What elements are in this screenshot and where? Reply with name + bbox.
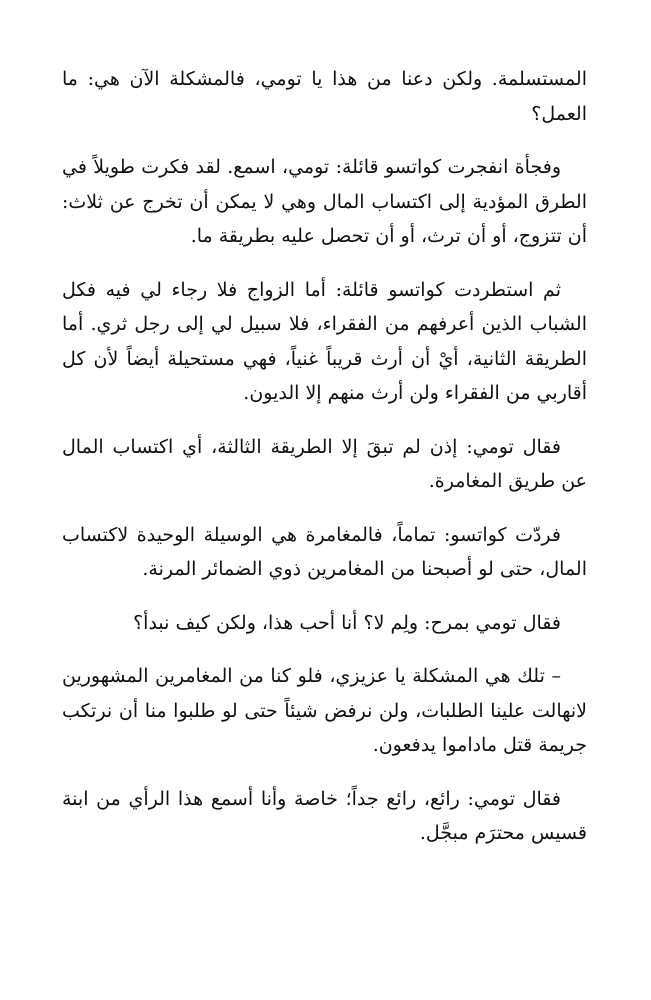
- paragraph: المستسلمة. ولكن دعنا من هذا يا تومي، فالمشكلة الآن هي: ما العمل؟: [62, 68, 587, 125]
- paragraph: ثم استطردت كواتسو قائلة: أما الزواج فلا رجاء لي فيه فكل الشباب الذين أعرفهم من الفقراء، فلا سبيل لي إلى رجل ثري. أما الطريقة الثانية، أيْ أن أرث قريباً غنياً، فهي مستحيلة أيضاً لأن كل أقاربي من الفقراء ولن أرث منهم إلا الديون.: [62, 278, 587, 404]
- paragraph: وفجأة انفجرت كواتسو قائلة: تومي، اسمع. لقد فكرت طويلاً في الطرق المؤدية إلى اكتساب المال وهي لا يمكن أن تخرج عن ثلاث: أن تتزوج، أو أن ترث، أو أن تحصل عليه بطريقة ما.: [62, 156, 587, 247]
- paragraph: فردّت كواتسو: تماماً، فالمغامرة هي الوسيلة الوحيدة لاكتساب المال، حتى لو أصبحنا من المغامرين ذوي الضمائر المرنة.: [62, 523, 587, 580]
- book-page: [62, 62, 587, 870]
- paragraph: فقال تومي بمرح: ولِم لا؟ أنا أحب هذا، ولكن كيف نبدأ؟: [133, 611, 561, 634]
- paragraph: فقال تومي: رائع، رائع جداً؛ خاصة وأنا أسمع هذا الرأي من ابنة قسيس محترَم مبجَّل.: [62, 787, 587, 844]
- paragraph: – تلك هي المشكلة يا عزيزي، فلو كنا من المغامرين المشهورين لانهالت علينا الطلبات، ولن نرفض شيئاً حتى لو طلبوا منا أن نرتكب جريمة قتل ماداموا يدفعون.: [62, 665, 587, 756]
- paragraph: فقال تومي: إذن لم تبقَ إلا الطريقة الثالثة، أي اكتساب المال عن طريق المغامرة.: [62, 435, 587, 492]
